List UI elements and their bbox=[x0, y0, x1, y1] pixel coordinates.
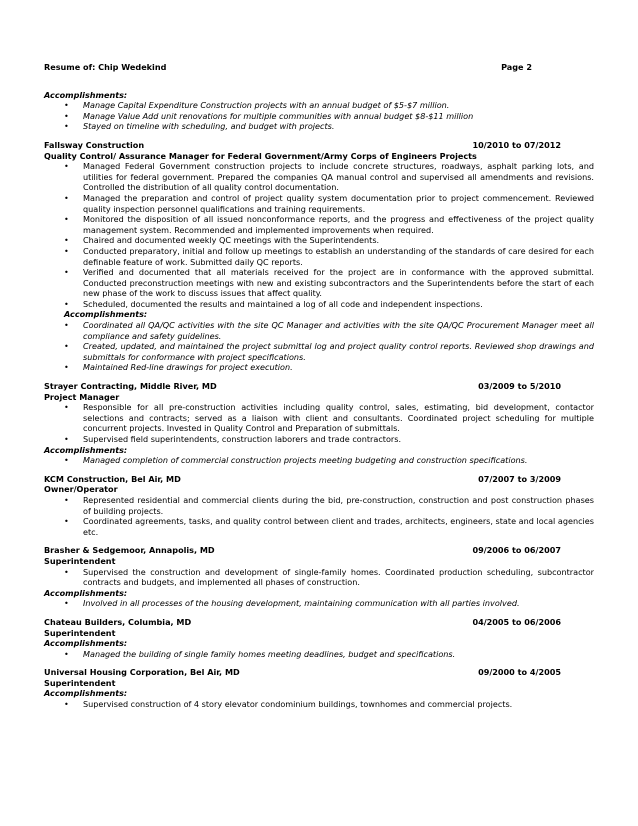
list-item: • Managed Federal Government construction projects to include concrete structures, roadways, asphalt parking lots, and utilities for federal government. Prepared the companies QA manual control and supervised all amendments and revisions. Controlled the distribution of all quality control documentation. bbox=[64, 161, 594, 193]
job-title: Quality Control/ Assurance Manager for Federal Government/Army Corps of Engineers Projects bbox=[44, 150, 477, 161]
list-item: • Supervised construction of 4 story elevator condominium buildings, townhomes and commercial projects. bbox=[64, 699, 594, 710]
duties-list bbox=[44, 161, 594, 309]
accomplishments-label: Accomplishments: bbox=[44, 587, 128, 598]
duties-list bbox=[44, 495, 594, 537]
list-item: • Monitored the disposition of all issued nonconformance reports, and the progress and effectiveness of the project quality management system. Recommended and implemented improvements when required. bbox=[64, 214, 594, 235]
accomplishments-label: Accomplishments: bbox=[44, 89, 128, 100]
company-name: Strayer Contracting, Middle River, MD bbox=[44, 381, 217, 392]
list-item: • Coordinated agreements, tasks, and quality control between client and trades, architects, engineers, state and local agencies etc. bbox=[64, 516, 594, 537]
accomplishments-list bbox=[44, 649, 594, 660]
job-entry bbox=[44, 667, 594, 709]
list-item: • Manage Value Add unit renovations for multiple communities with annual budget $8-$11 million bbox=[64, 111, 594, 122]
job-header bbox=[44, 545, 561, 556]
duties-list bbox=[44, 699, 594, 710]
job-title: Superintendent bbox=[44, 555, 116, 566]
job-title: Superintendent bbox=[44, 627, 116, 638]
job-dates: 07/2007 to 3/2009 bbox=[478, 473, 561, 484]
list-item: • Managed completion of commercial construction projects meeting budgeting and construction specifications. bbox=[64, 455, 594, 466]
job-title: Owner/Operator bbox=[44, 484, 118, 495]
top-accomplishments bbox=[44, 90, 594, 132]
job-header bbox=[44, 667, 561, 678]
accomplishments-label: Accomplishments: bbox=[44, 688, 128, 699]
company-name: Chateau Builders, Columbia, MD bbox=[44, 616, 192, 627]
job-entry bbox=[44, 140, 594, 373]
company-name: KCM Construction, Bel Air, MD bbox=[44, 473, 181, 484]
list-item: • Verified and documented that all materials received for the project are in conformance with the approved submittal. Conducted preconstruction meetings with new and existing subcontractors and the Superintendents before the start of each new phase of the work to discuss issues that affect quality. bbox=[64, 267, 594, 299]
job-header bbox=[44, 617, 561, 628]
job-header bbox=[44, 140, 561, 151]
list-item: • Supervised the construction and development of single-family homes. Coordinated production scheduling, subcontractor contracts and budgets, and implemented all phases of construction. bbox=[64, 567, 594, 588]
list-item: • Supervised field superintendents, construction laborers and trade contractors. bbox=[64, 434, 594, 445]
accomplishments-label: Accomplishments: bbox=[64, 309, 148, 320]
accomplishments-label: Accomplishments: bbox=[44, 638, 128, 649]
list-item: • Manage Capital Expenditure Construction projects with an annual budget of $5-$7 million. bbox=[64, 100, 594, 111]
resume-owner: Resume of: Chip Wedekind bbox=[44, 62, 167, 72]
list-item: • Maintained Red-line drawings for project execution. bbox=[64, 362, 594, 373]
job-entry bbox=[44, 474, 594, 538]
job-entry bbox=[44, 381, 594, 466]
job-title: Project Manager bbox=[44, 391, 120, 402]
accomplishments-list bbox=[44, 455, 594, 466]
list-item: • Created, updated, and maintained the project submittal log and project quality control reports. Reviewed shop drawings and submittals for conformance with project specifications. bbox=[64, 341, 594, 362]
company-name: Brasher & Sedgemoor, Annapolis, MD bbox=[44, 545, 215, 556]
job-dates: 03/2009 to 5/2010 bbox=[478, 381, 561, 392]
accomplishments-list bbox=[44, 598, 594, 609]
duties-list bbox=[44, 402, 594, 444]
list-item: • Coordinated all QA/QC activities with the site QC Manager and activities with the site QA/QC Procurement Manager meet all compliance and safety guidelines. bbox=[64, 320, 594, 341]
list-item: • Managed the building of single family homes meeting deadlines, budget and specifications. bbox=[64, 649, 594, 660]
job-entry bbox=[44, 545, 594, 609]
list-item: • Stayed on timeline with scheduling, and budget with projects. bbox=[64, 121, 594, 132]
list-item: • Involved in all processes of the housing development, maintaining communication with all parties involved. bbox=[64, 598, 594, 609]
job-dates: 04/2005 to 06/2006 bbox=[472, 616, 561, 627]
job-header bbox=[44, 381, 561, 392]
job-dates: 09/2000 to 4/2005 bbox=[478, 667, 561, 678]
company-name: Universal Housing Corporation, Bel Air, MD bbox=[44, 667, 240, 678]
page-header bbox=[44, 62, 532, 73]
job-title: Superintendent bbox=[44, 677, 116, 688]
accomplishments-list bbox=[44, 100, 594, 132]
list-item: • Scheduled, documented the results and maintained a log of all code and independent inspections. bbox=[64, 299, 594, 310]
job-dates: 09/2006 to 06/2007 bbox=[472, 545, 561, 556]
duties-list bbox=[44, 567, 594, 588]
job-entry bbox=[44, 617, 594, 659]
list-item: • Chaired and documented weekly QC meetings with the Superintendents. bbox=[64, 235, 594, 246]
list-item: • Conducted preparatory, initial and follow up meetings to establish an understanding of the standards of care desired for each definable feature of work. Submitted daily QC reports. bbox=[64, 246, 594, 267]
job-header bbox=[44, 474, 561, 485]
list-item: • Responsible for all pre-construction activities including quality control, sales, estimating, bid development, contactor selections and contracts; served as a liaison with client and consultants. Coordinated project scheduling for multiple concurrent projects. Invested in Quality Control and Preparation of submittals. bbox=[64, 402, 594, 434]
list-item: • Represented residential and commercial clients during the bid, pre-construction, construction and post construction phases of building projects. bbox=[64, 495, 594, 516]
job-dates: 10/2010 to 07/2012 bbox=[472, 139, 561, 150]
company-name: Fallsway Construction bbox=[44, 139, 145, 150]
list-item: • Managed the preparation and control of project quality system documentation prior to project commencement. Reviewed quality inspection personnel qualifications and training requirements. bbox=[64, 193, 594, 214]
accomplishments-label: Accomplishments: bbox=[44, 444, 128, 455]
accomplishments-list bbox=[44, 320, 594, 373]
page-number: Page 2 bbox=[501, 62, 532, 72]
